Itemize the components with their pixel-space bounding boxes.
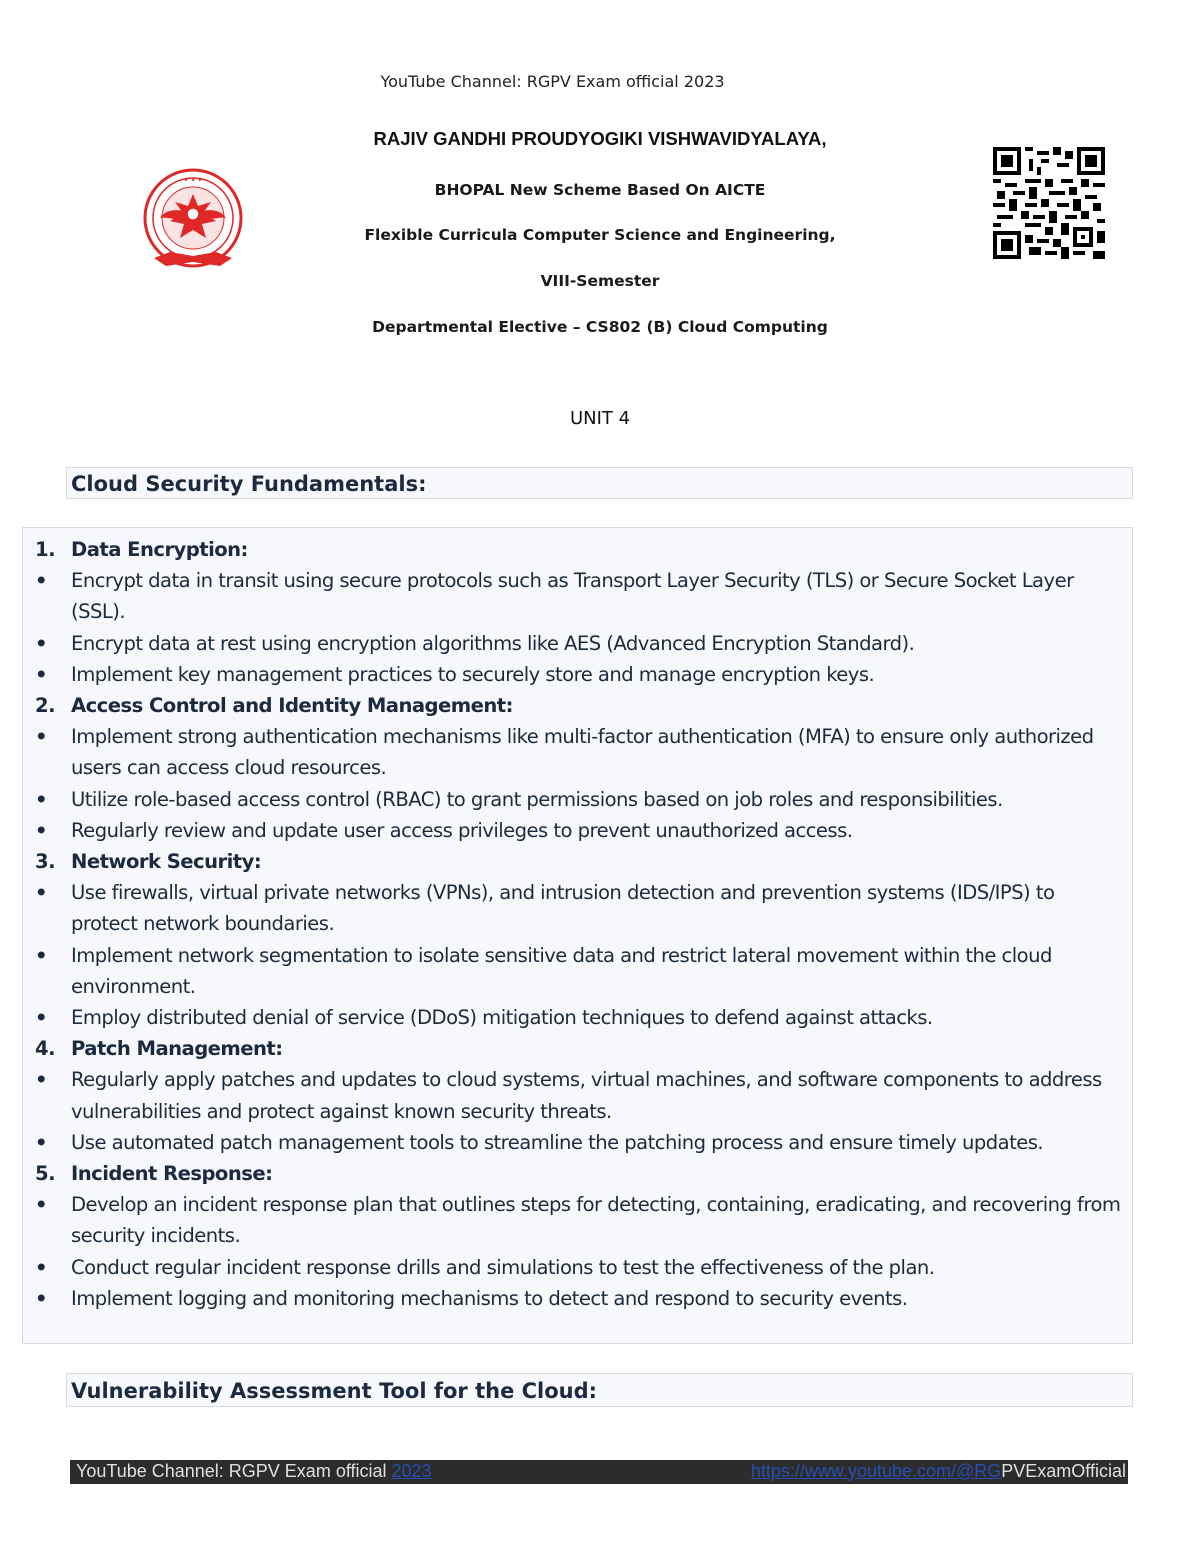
cloud-security-content	[22, 527, 1133, 1344]
bullet-icon: •	[35, 1286, 47, 1310]
footer-url-part[interactable]: https://www.youtube.com/@RG	[750, 1461, 1002, 1481]
bullet-icon: •	[35, 818, 47, 842]
curricula-line: Flexible Curricula Computer Science and Engineering,	[364, 226, 836, 244]
bullet-icon: •	[35, 631, 47, 655]
bullet-text: Develop an incident response plan that outlines steps for detecting, containing, eradicating, and recovering from security incidents.	[71, 1193, 1121, 1248]
item-number: 4.	[35, 1037, 55, 1061]
bullet-icon: •	[35, 1068, 47, 1092]
semester-line: VIII-Semester	[540, 272, 660, 290]
section-heading-vulnerability: Vulnerability Assessment Tool for the Cloud:	[66, 1373, 1133, 1407]
subject-line: Departmental Elective – CS802 (B) Cloud Computing	[372, 318, 828, 336]
bullet-text: Implement network segmentation to isolate sensitive data and restrict lateral movement within the cloud environment.	[71, 943, 1052, 998]
bullet-item	[23, 1189, 1123, 1251]
footer-url-tail: PVExamOfficial	[1001, 1461, 1126, 1481]
item-heading: Access Control and Identity Management:	[71, 694, 513, 718]
bullet-item	[23, 628, 1123, 659]
bullet-text: Use firewalls, virtual private networks (VPNs), and intrusion detection and prevention systems (IDS/IPS) to protect network boundaries.	[71, 881, 1055, 936]
bullet-item	[23, 1064, 1123, 1126]
bullet-icon: •	[35, 943, 47, 967]
item-heading: Data Encryption:	[71, 538, 248, 561]
numbered-item	[23, 690, 1123, 721]
bullet-item	[23, 1002, 1123, 1033]
unit-title: UNIT 4	[569, 408, 631, 429]
bullet-icon: •	[35, 725, 47, 749]
bullet-text: Encrypt data in transit using secure protocols such as Transport Layer Security (TLS) or Secure Socket Layer (SSL).	[71, 569, 1074, 624]
bullet-text: Implement key management practices to securely store and manage encryption keys.	[71, 662, 875, 686]
bullet-text: Implement logging and monitoring mechanisms to detect and respond to security events.	[71, 1286, 908, 1310]
bullet-icon: •	[35, 881, 47, 905]
qr-code-icon	[993, 147, 1105, 259]
bullet-text: Implement strong authentication mechanisms like multi-factor authentication (MFA) to ensure only authorized users can access cloud resources.	[71, 725, 1094, 780]
bullet-text: Employ distributed denial of service (DDoS) mitigation techniques to defend against attacks.	[71, 1006, 933, 1030]
bullet-text: Conduct regular incident response drills and simulations to test the effectiveness of the plan.	[71, 1255, 935, 1279]
item-number: 2.	[35, 694, 55, 718]
bullet-icon: •	[35, 1006, 47, 1030]
footer-year-link[interactable]: 2023	[391, 1461, 432, 1481]
bullet-icon: •	[35, 1193, 47, 1217]
numbered-item	[23, 534, 1123, 565]
bullet-text: Regularly review and update user access privileges to prevent unauthorized access.	[71, 818, 853, 842]
top-channel-text: YouTube Channel: RGPV Exam official 2023	[380, 72, 725, 91]
cloud-security-list	[23, 534, 1123, 1314]
bullet-icon: •	[35, 787, 47, 811]
bullet-text: Use automated patch management tools to streamline the patching process and ensure timely updates.	[71, 1130, 1044, 1154]
bullet-item	[23, 721, 1123, 783]
scheme-line: BHOPAL New Scheme Based On AICTE	[434, 181, 766, 199]
footer-bar	[70, 1460, 1128, 1484]
numbered-item	[23, 846, 1123, 877]
item-heading: Incident Response:	[71, 1162, 273, 1186]
bullet-item	[23, 1127, 1123, 1158]
bullet-icon: •	[35, 1130, 47, 1154]
footer-channel-text: YouTube Channel: RGPV Exam official	[76, 1461, 392, 1481]
university-name: RAJIV GANDHI PROUDYOGIKI VISHWAVIDYALAYA,	[373, 128, 827, 149]
bullet-item	[23, 659, 1123, 690]
bullet-item	[23, 565, 1123, 627]
item-number: 1.	[35, 538, 55, 561]
bullet-text: Regularly apply patches and updates to cloud systems, virtual machines, and software components to address vulnerabilities and protect against known security threats.	[71, 1068, 1102, 1123]
bullet-text: Utilize role-based access control (RBAC) to grant permissions based on job roles and responsibilities.	[71, 787, 1003, 811]
bullet-icon: •	[35, 662, 47, 686]
svg-text:✦ ✦ ✦: ✦ ✦ ✦	[183, 177, 203, 184]
bullet-item	[23, 1252, 1123, 1283]
numbered-item	[23, 1033, 1123, 1064]
bullet-item	[23, 877, 1123, 939]
bullet-item	[23, 940, 1123, 1002]
item-heading: Network Security:	[71, 850, 262, 874]
bullet-icon: •	[35, 1255, 47, 1279]
numbered-item	[23, 1158, 1123, 1189]
bullet-text: Encrypt data at rest using encryption algorithms like AES (Advanced Encryption Standard).	[71, 631, 915, 655]
item-number: 3.	[35, 850, 55, 874]
item-heading: Patch Management:	[71, 1037, 283, 1061]
bullet-item	[23, 815, 1123, 846]
university-seal-logo	[140, 166, 246, 276]
section-heading-cloud-security: Cloud Security Fundamentals:	[66, 467, 1133, 499]
item-number: 5.	[35, 1162, 55, 1186]
footer-channel	[76, 1461, 432, 1482]
bullet-item	[23, 784, 1123, 815]
bullet-item	[23, 1283, 1123, 1314]
footer-youtube-link[interactable]	[751, 1461, 1126, 1482]
bullet-icon: •	[35, 569, 47, 593]
